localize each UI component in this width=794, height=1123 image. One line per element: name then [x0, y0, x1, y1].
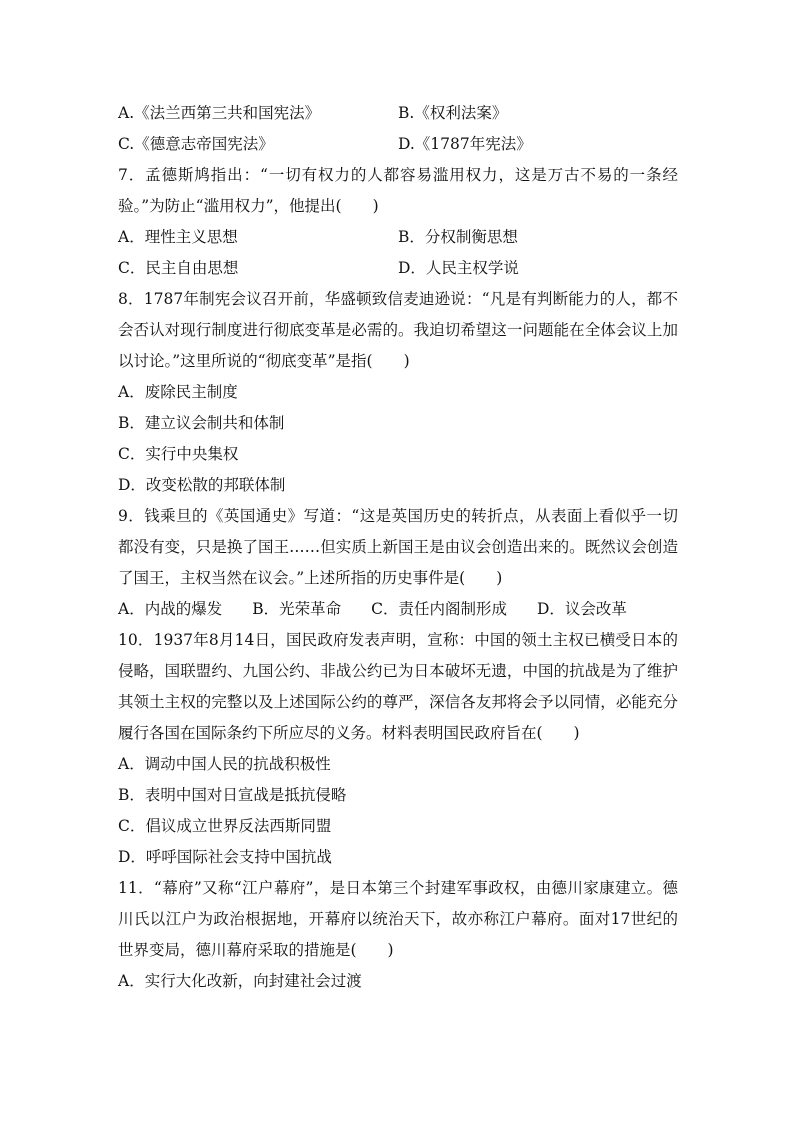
q6-option-d: D.《1787年宪法》: [398, 135, 532, 153]
q6-options-row-1: [118, 98, 678, 129]
q7-option-c: C．民主自由思想: [118, 259, 239, 277]
q6-option-b: B.《权利法案》: [398, 104, 508, 122]
q11-option-a: A．实行大化改新，向封建社会过渡: [118, 972, 362, 990]
q7-options-row-1: [118, 222, 678, 253]
q7-option-d: D．人民主权学说: [398, 259, 519, 277]
q6-option-a: A.《法兰西第三共和国宪法》: [118, 104, 321, 122]
q10-option-c: C．倡议成立世界反法西斯同盟: [118, 817, 332, 835]
q10-option-d: D．呼呼国际社会支持中国抗战: [118, 848, 332, 866]
q9-options: [118, 594, 678, 625]
q8-option-d: D．改变松散的邦联体制: [118, 476, 286, 494]
q9-option-c: C．责任内阁制形成: [371, 600, 507, 618]
q9-option-b: B．光荣革命: [252, 600, 342, 618]
q8-option-a: A．废除民主制度: [118, 383, 238, 401]
q6-option-c: C.《德意志帝国宪法》: [118, 135, 274, 153]
q9-option-a: A．内战的爆发: [118, 600, 223, 618]
q10-option-a: A．调动中国人民的抗战积极性: [118, 755, 331, 773]
q10-option-b: B．表明中国对日宣战是抵抗侵略: [118, 786, 347, 804]
q11-stem: 11．“幕府”又称“江户幕府”，是日本第三个封建军事政权，由德川家康建立。德川氏以江户为政治根据地，开幕府以统治天下，故亦称江户幕府。面对17世纪的世界变局，德川幕府采取的措施是( ): [118, 879, 678, 959]
q8-stem: 8．1787年制宪会议召开前，华盛顿致信麦迪逊说：“凡是有判断能力的人，都不会否认对现行制度进行彻底变革是必需的。我迫切希望这一问题能在全体会议上加以讨论。”这里所说的“彻底变革”是指( ): [118, 290, 678, 370]
q8-option-c: C．实行中央集权: [118, 445, 239, 463]
q8-option-b: B．建立议会制共和体制: [118, 414, 285, 432]
q7-option-a: A．理性主义思想: [118, 228, 238, 246]
q7-options-row-2: [118, 253, 678, 284]
q10-stem: 10．1937年8月14日，国民政府发表声明，宣称：中国的领土主权已横受日本的侵略，国联盟约、九国公约、非战公约已为日本破坏无遗，中国的抗战是为了维护其领土主权的完整以及上述国际公约的尊严，深信各友邦将会予以同情，必能充分履行各国在国际条约下所应尽的义务。材料表明国民政府旨在( ): [118, 631, 678, 742]
q9-option-d: D．议会改革: [536, 600, 627, 618]
q7-stem: 7．孟德斯鸠指出：“一切有权力的人都容易滥用权力，这是万古不易的一条经验。”为防止“滥用权力”，他提出( ): [118, 166, 678, 215]
exam-page: [118, 98, 678, 997]
q7-option-b: B．分权制衡思想: [398, 228, 518, 246]
q9-stem: 9．钱乘旦的《英国通史》写道：“这是英国历史的转折点，从表面上看似乎一切都没有变，只是换了国王……但实质上新国王是由议会创造出来的。既然议会创造了国王，主权当然在议会。”上述所指的历史事件是( ): [118, 507, 678, 587]
q6-options-row-2: [118, 129, 678, 160]
